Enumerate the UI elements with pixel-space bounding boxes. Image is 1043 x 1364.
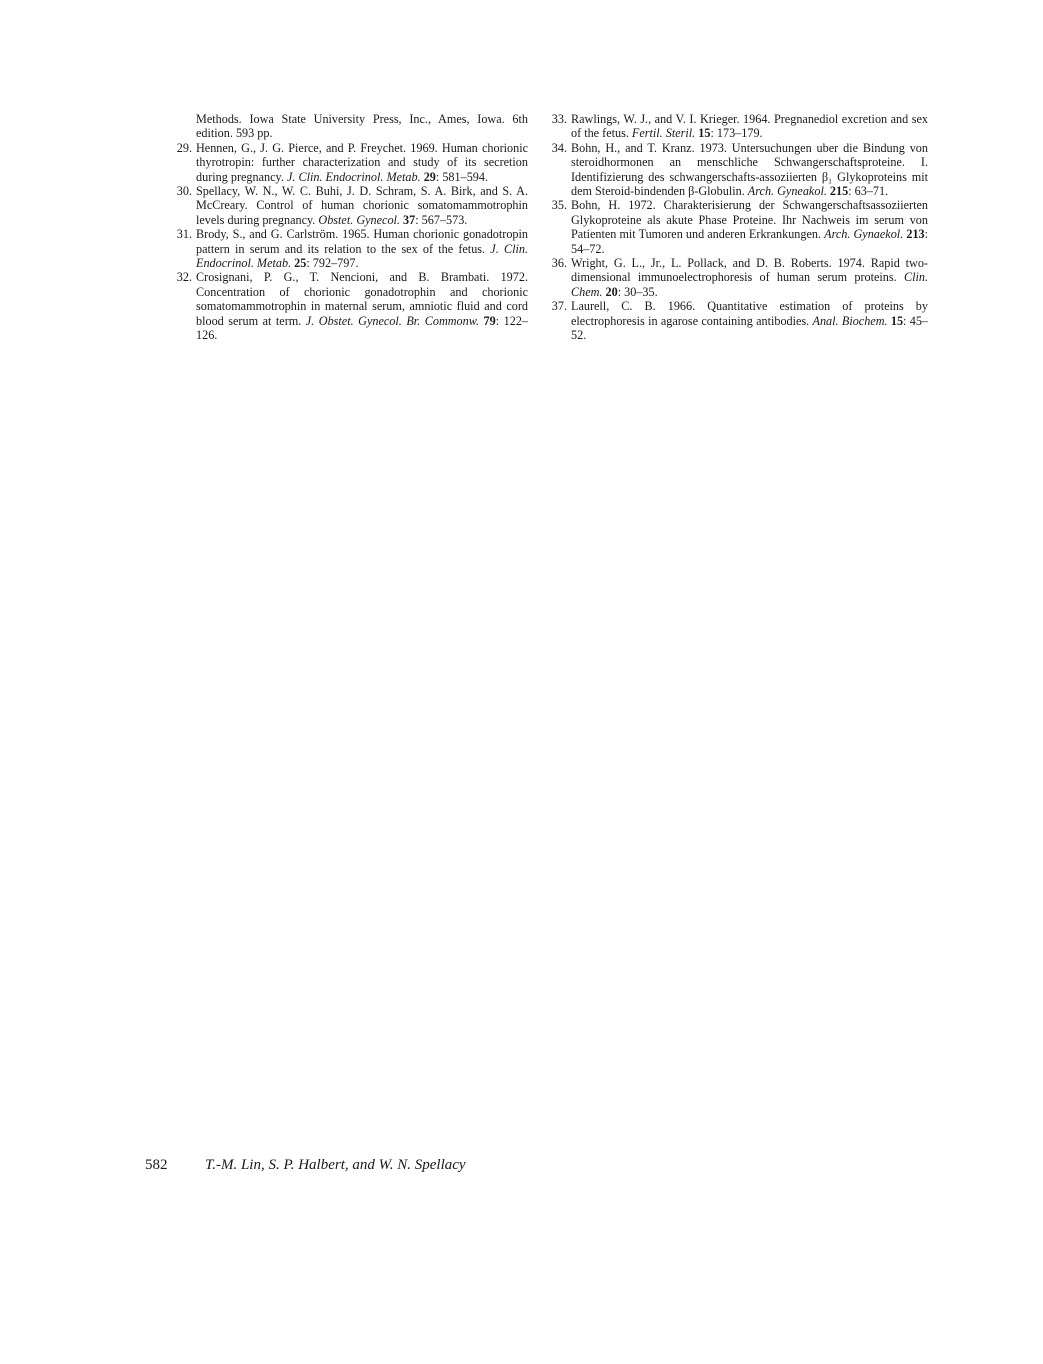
reference-journal: Fertil. Steril. bbox=[631, 126, 696, 141]
reference-volume: 215 bbox=[829, 184, 849, 199]
reference-text: Wright, G. L., Jr., L. Pollack, and D. B. Roberts. 1974. Rapid two-dimensional immunoelectrophoresis of human serum proteins. bbox=[571, 256, 928, 285]
reference-33 bbox=[545, 112, 928, 141]
reference-volume: 25 bbox=[294, 256, 307, 271]
reference-volume: 15 bbox=[698, 126, 711, 141]
reference-29 bbox=[170, 141, 528, 184]
reference-journal: J. Clin. Endocrinol. Metab. bbox=[196, 241, 528, 271]
references-right-column bbox=[545, 112, 928, 343]
reference-36 bbox=[545, 256, 928, 299]
reference-number: 35. bbox=[551, 198, 567, 213]
reference-number: 30. bbox=[176, 184, 192, 199]
reference-volume: 213 bbox=[906, 227, 925, 242]
reference-pages: : 792–797. bbox=[306, 256, 359, 271]
page-footer bbox=[145, 1157, 466, 1174]
reference-32 bbox=[170, 270, 528, 342]
reference-volume: 20 bbox=[605, 284, 618, 299]
reference-volume: 79 bbox=[483, 313, 496, 328]
reference-journal: Anal. Biochem. bbox=[812, 313, 888, 328]
reference-pages: : 581–594. bbox=[435, 169, 489, 184]
reference-journal: Arch. Gynaekol. bbox=[824, 227, 904, 242]
reference-text: Brody, S., and G. Carlström. 1965. Human chorionic gonadotropin pattern in serum and its relation to the sex of the fetus. bbox=[196, 227, 528, 256]
reference-number: 37. bbox=[551, 299, 567, 314]
reference-pages: : 567–573. bbox=[415, 212, 468, 227]
reference-text: Spellacy, W. N., W. C. Buhi, J. D. Schram, S. A. Birk, and S. A. McCreary. Control of human chorionic somatomammotrophin levels during pregnancy. bbox=[196, 184, 528, 227]
reference-pages: : 173–179. bbox=[710, 126, 763, 141]
reference-text: Hennen, G., J. G. Pierce, and P. Freychet. 1969. Human chorionic thyrotropin: further characterization and study of its secretion during pregnancy. bbox=[196, 140, 528, 184]
reference-pages: : 54–72. bbox=[571, 227, 929, 256]
reference-number: 31. bbox=[176, 227, 192, 242]
reference-journal: J. Clin. Endocrinol. Metab. bbox=[286, 169, 421, 184]
reference-37 bbox=[545, 299, 928, 342]
references-left-column bbox=[170, 112, 528, 343]
reference-number: 29. bbox=[176, 140, 192, 155]
reference-text: Bohn, H., and T. Kranz. 1973. Untersuchungen uber die Bindung von steroidhormonen an menschliche Schwangerschaftsproteine. I. Identifizierung des schwangerschafts-assoziierten β₁ Glykoproteins mit dem Steroid-bindenden β-Globulin. bbox=[571, 140, 928, 199]
reference-number: 34. bbox=[551, 140, 567, 155]
reference-continuation: Methods. Iowa State University Press, Inc., Ames, Iowa. 6th edition. 593 pp. bbox=[196, 112, 528, 141]
reference-journal: J. Obstet. Gynecol. Br. Commonw. bbox=[305, 313, 480, 328]
reference-number: 32. bbox=[176, 270, 192, 285]
reference-31 bbox=[170, 227, 528, 270]
reference-journal: Arch. Gyneakol. bbox=[747, 184, 827, 199]
reference-number: 36. bbox=[551, 256, 567, 271]
reference-pages: : 122–126. bbox=[196, 313, 529, 343]
reference-pages: : 63–71. bbox=[848, 184, 889, 199]
reference-volume: 37 bbox=[403, 212, 416, 227]
reference-text: Crosignani, P. G., T. Nencioni, and B. Brambati. 1972. Concentration of chorionic gonadotrophin and chorionic somatomammotrophin in maternal serum, amniotic fluid and cord blood serum at term. bbox=[196, 270, 528, 328]
reference-text: Laurell, C. B. 1966. Quantitative estimation of proteins by electrophoresis in agarose containing antibodies. bbox=[571, 299, 928, 328]
reference-text: Rawlings, W. J., and V. I. Krieger. 1964. Pregnanediol excretion and sex of the fetus. bbox=[571, 112, 928, 141]
reference-pages: : 30–35. bbox=[617, 284, 658, 299]
reference-journal: Clin. Chem. bbox=[571, 270, 928, 299]
reference-text: Bohn, H. 1972. Charakterisierung der Schwangerschaftsassoziierten Glykoproteine als akute Phase Proteine. Ihr Nachweis im serum von Patienten mit Tumoren und anderen Erkrankungen. bbox=[571, 198, 928, 242]
page-number: 582 bbox=[145, 1157, 168, 1173]
reference-volume: 15 bbox=[890, 313, 904, 328]
reference-34 bbox=[545, 141, 928, 199]
reference-pages: : 45–52. bbox=[571, 313, 929, 343]
reference-35 bbox=[545, 198, 928, 256]
reference-number: 33. bbox=[551, 112, 567, 126]
reference-volume: 29 bbox=[423, 169, 436, 184]
reference-30 bbox=[170, 184, 528, 227]
running-authors: T.-M. Lin, S. P. Halbert, and W. N. Spellacy bbox=[205, 1157, 466, 1173]
reference-journal: Obstet. Gynecol. bbox=[318, 212, 400, 227]
